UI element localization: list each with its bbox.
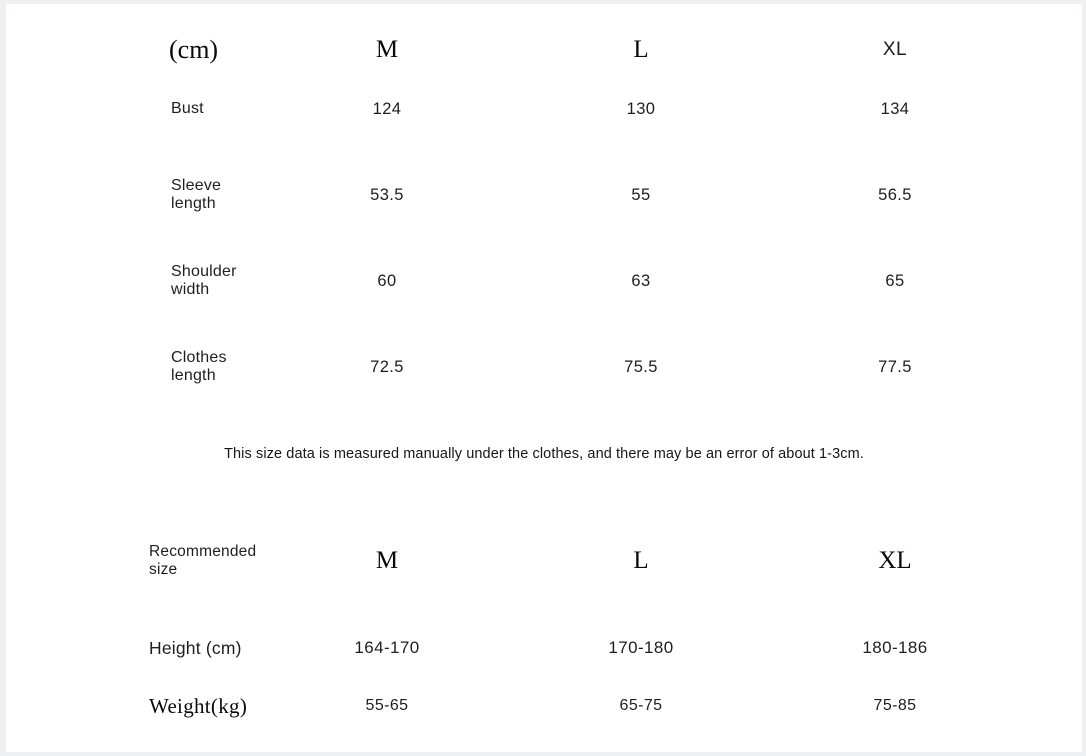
column-header-xl: XL (882, 39, 908, 60)
cell-value: 55-65 (365, 697, 409, 714)
table-row-sleeve-length (6, 152, 1082, 238)
row-label: Weight(kg) (149, 693, 248, 718)
recommended-size-body (6, 619, 1082, 735)
cell-value: 170-180 (608, 638, 674, 657)
cell-value: 60 (377, 271, 397, 290)
row-label: Shoulder width (171, 263, 237, 298)
cell-value: 72.5 (370, 357, 404, 376)
row-label: Bust (171, 100, 204, 117)
row-label: Sleeve length (171, 177, 222, 212)
cell-value: 75.5 (624, 357, 658, 376)
cell-value: 56.5 (878, 185, 912, 204)
cell-value: 75-85 (873, 697, 917, 714)
cell-value: 130 (626, 99, 656, 118)
column-header-xl: XL (878, 547, 912, 574)
cell-value: 65 (885, 271, 905, 290)
measurement-disclaimer-note: This size data is measured manually under the clothes, and there may be an error of about 1-3cm. (224, 446, 864, 462)
cell-value: 53.5 (370, 185, 404, 204)
column-header-m: M (375, 36, 399, 63)
cell-value: 164-170 (354, 638, 420, 657)
cell-value: 180-186 (862, 638, 928, 657)
cell-value: 77.5 (878, 357, 912, 376)
recommended-size-table (6, 533, 1082, 735)
recommended-size-header (6, 533, 1082, 589)
column-header-l: L (633, 36, 649, 63)
cell-value: 55 (631, 185, 651, 204)
measurement-table (6, 22, 1082, 464)
row-label: Height (cm) (149, 637, 242, 658)
measurement-table-body (6, 66, 1082, 410)
table-row-clothes-length (6, 324, 1082, 410)
recommended-size-label: Recommended size (149, 543, 257, 578)
table-row-bust (6, 66, 1082, 152)
table-row-shoulder-width (6, 238, 1082, 324)
cell-value: 134 (880, 99, 910, 118)
column-header-l: L (633, 547, 649, 574)
cell-value: 124 (372, 99, 402, 118)
cell-value: 63 (631, 271, 651, 290)
table-row-height (6, 619, 1082, 677)
column-header-m: M (375, 547, 399, 574)
unit-header: (cm) (169, 35, 219, 64)
table-row-weight (6, 677, 1082, 735)
cell-value: 65-75 (619, 697, 663, 714)
row-label: Clothes length (171, 349, 227, 384)
